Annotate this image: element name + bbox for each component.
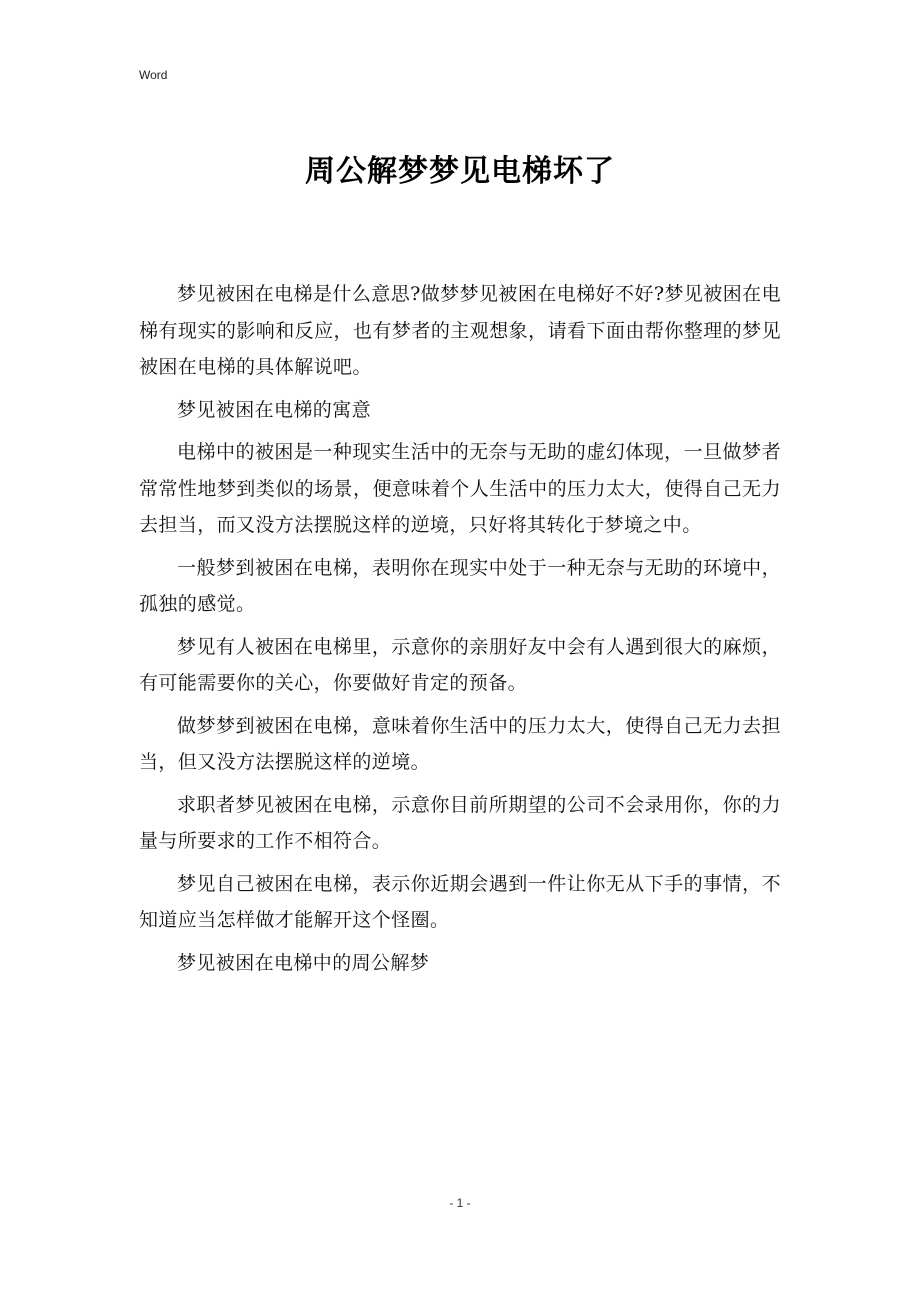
paragraph-job-seeker: 求职者梦见被困在电梯，示意你目前所期望的公司不会录用你，你的力量与所要求的工作不相符合。 — [139, 793, 781, 852]
paragraph-intro: 梦见被困在电梯是什么意思?做梦梦见被困在电梯好不好?梦见被困在电梯有现实的影响和反应，也有梦者的主观想象，请看下面由帮你整理的梦见被困在电梯的具体解说吧。 — [139, 283, 781, 378]
paragraph-subheading-meaning: 梦见被困在电梯的寓意 — [177, 398, 372, 421]
document-title: 周公解梦梦见电梯坏了 — [305, 154, 615, 189]
paragraph-self-trapped: 梦见自己被困在电梯，表示你近期会遇到一件让你无从下手的事情，不知道应当怎样做才能解开这个怪圈。 — [139, 872, 781, 931]
paragraph-someone-trapped: 梦见有人被困在电梯里，示意你的亲朋好友中会有人遇到很大的麻烦，有可能需要你的关心，你要做好肯定的预备。 — [139, 635, 781, 694]
paragraph-pressure: 做梦梦到被困在电梯，意味着你生活中的压力太大，使得自己无力去担当，但又没方法摆脱这样的逆境。 — [139, 714, 781, 773]
header-label: Word — [139, 68, 168, 82]
page-number: - 1 - — [449, 1196, 471, 1210]
paragraph-general-dream: 一般梦到被困在电梯，表明你在现实中处于一种无奈与无助的环境中，孤独的感觉。 — [139, 556, 781, 615]
paragraph-subheading-zhougong: 梦见被困在电梯中的周公解梦 — [177, 951, 430, 974]
document-body — [139, 276, 781, 987]
paragraph-elevator-trap-meaning: 电梯中的被困是一种现实生活中的无奈与无助的虚幻体现，一旦做梦者常常性地梦到类似的场景，便意味着个人生活中的压力太大，使得自己无力去担当，而又没方法摆脱这样的逆境，只好将其转化于梦境之中。 — [139, 441, 781, 536]
